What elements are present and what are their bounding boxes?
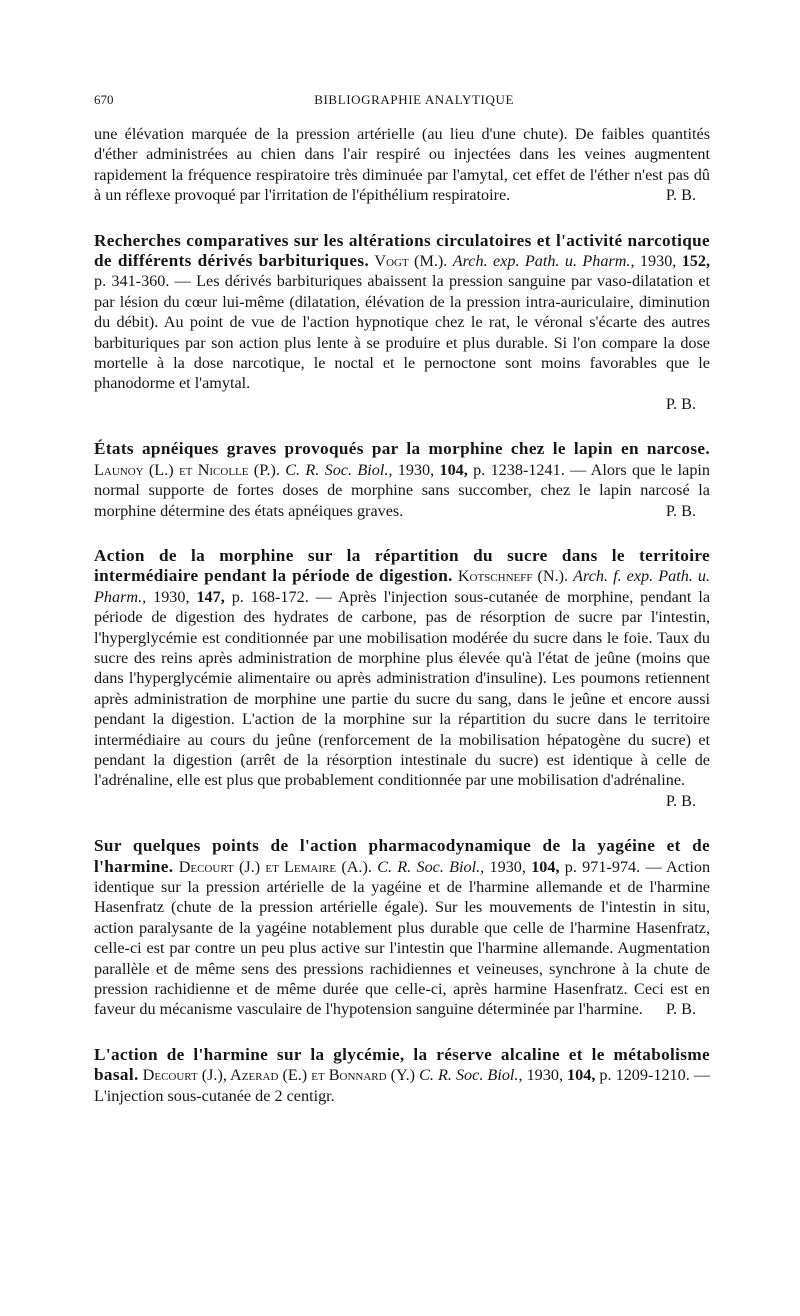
entry-title: États apnéiques graves provoqués par la morphine chez le lapin en narcose. bbox=[94, 439, 710, 459]
entry-year: 1930, bbox=[639, 252, 677, 271]
signature: P. B. bbox=[665, 501, 696, 520]
entry-authors: Kotschneff (N.). bbox=[457, 567, 569, 586]
signature: P. B. bbox=[665, 791, 696, 810]
entry-body: — Les dérivés barbituriques abaissent la pression sanguine par vaso-dilatation et par lésion du cœur lui-même (dilatation, élévation de la pression intra-auriculaire, diminution du débit). Au point de vue de l'action hypnotique chez le rat, le véronal s'écarte des autres barbituriques par son action plus lente à se produire et plus durable. Si l'on compare la dose mortelle à la dose narcotique, le noctal et le pernoctone sont moins favorables que le phanodorme et l'amytal. bbox=[94, 272, 711, 393]
entry-authors: Vogt (M.). bbox=[374, 252, 448, 271]
entry-body: — Action identique sur la pression artérielle de la yagéine et de l'harmine allemande et de l'harmine Hasenfratz (chute de la pression artérielle égale). Sur les mouvements de l'intestin in situ, action paralysante de la yagéine notablement plus durable que celle de l'harmine Hasenfratz, celle-ci est par contre un peu plus active sur l'intestin que l'harmine allemande. Augmentation parallèle et de même sens des pressions rachidiennes et veineuses, synchrone à la chute de pression rachidienne et de même durée que celle-ci, après harmine Hasenfratz. Ceci est en faveur du mécanisme vasculaire de l'hypotension sanguine déterminée par l'harmine. bbox=[94, 857, 711, 1019]
entry-journal: C. R. Soc. Biol., bbox=[285, 460, 393, 479]
entry-volume: 104, bbox=[567, 1066, 596, 1085]
bibliography-entry bbox=[94, 1045, 710, 1106]
entry-year: 1930, bbox=[526, 1066, 563, 1085]
entry-title: Sur quelques points de l'action pharmacodynamique de la yagéine et de l'harmine. bbox=[94, 836, 710, 876]
entry-volume: 104, bbox=[439, 460, 468, 479]
signature: P. B. bbox=[665, 1000, 696, 1019]
entry-title: L'action de l'harmine sur la glycémie, la réserve alcaline et le métabolisme basal. bbox=[94, 1044, 710, 1085]
entry-authors: Launoy (L.) et Nicolle (P.). bbox=[94, 460, 280, 479]
continuation-paragraph bbox=[94, 124, 710, 206]
entry-pages: p. 1238-1241. bbox=[473, 460, 565, 479]
entry-year: 1930, bbox=[489, 857, 526, 876]
entry-volume: 104, bbox=[531, 857, 560, 876]
entry-body: — Après l'injection sous-cutanée de morphine, pendant la période de digestion des hydrates de carbone, pas de résorption de sucre par l'intestin, l'hyperglycémie est conditionnée par une mobilisation modérée du sucre dans le foie. Taux du sucre des reins après administration de morphine plus élevée qu'à l'état de jeûne (moins que dans l'hyperglycémie alimentaire ou après administration d'insuline). Les poumons retiennent après administration de morphine une partie du sucre du sang, dans le jeûne et encore aussi pendant la digestion. L'action de la morphine sur la répartition du sucre dans le territoire intermédiaire au cours du jeûne (renforcement de la mobilisation hépatogène du sucre) et pendant la digestion (arrêt de la résorption intestinale du sucre) est identique à celle de l'adrénaline, elle est plus que probablement conditionnée par une mobilisation d'adrénaline. bbox=[94, 587, 711, 790]
bibliography-entry bbox=[94, 231, 710, 394]
entry-year: 1930, bbox=[153, 587, 190, 606]
bibliography-entry bbox=[94, 546, 710, 811]
entry-title: Action de la morphine sur la répartition du sucre dans le territoire intermédiaire pendant la période de digestion. bbox=[94, 545, 710, 586]
entry-year: 1930, bbox=[397, 460, 435, 479]
entry-authors: Decourt (J.), Azerad (E.) et Bonnard (Y.) bbox=[142, 1066, 416, 1085]
entry-volume: 152, bbox=[681, 252, 711, 271]
signature: P. B. bbox=[665, 394, 696, 413]
continuation-text: une élévation marquée de la pression artérielle (au lieu d'une chute). De faibles quantités d'éther administrées au chien dans l'air respiré ou injectées dans les veines augmentent rapidement la fréquence respiratoire très diminuée par l'amytal, cet effet de l'éther n'est pas dû à un réflexe provoqué par l'irritation de l'épithélium respiratoire. bbox=[94, 125, 710, 205]
entry-authors: Decourt (J.) et Lemaire (A.). bbox=[178, 857, 372, 876]
entry-volume: 147, bbox=[196, 587, 225, 606]
page-header bbox=[94, 92, 710, 108]
entry-journal: Arch. exp. Path. u. Pharm., bbox=[452, 252, 635, 271]
entry-body: — Alors que le lapin normal supporte de fortes doses de morphine sans succomber, chez le lapin narcosé la morphine détermine des états apnéiques graves. bbox=[94, 460, 710, 520]
entry-pages: p. 1209-1210. bbox=[599, 1066, 690, 1085]
entry-pages: p. 971-974. bbox=[564, 857, 641, 876]
entry-journal: Arch. f. exp. Path. u. Pharm., bbox=[94, 567, 711, 606]
entry-journal: C. R. Soc. Biol., bbox=[377, 857, 485, 876]
entry-title: Recherches comparatives sur les altérations circulatoires et l'activité narcotique de différents dérivés barbituriques. bbox=[94, 230, 710, 271]
entry-body: — L'injection sous-cutanée de 2 centigr. bbox=[94, 1066, 711, 1105]
entry-pages: p. 168-172. bbox=[231, 587, 309, 606]
bibliography-entry bbox=[94, 836, 710, 1020]
running-title: BIBLIOGRAPHIE ANALYTIQUE bbox=[314, 92, 514, 107]
signature: P. B. bbox=[665, 186, 696, 205]
entry-pages: p. 341-360. bbox=[94, 272, 170, 291]
entry-journal: C. R. Soc. Biol., bbox=[419, 1066, 523, 1085]
bibliography-entry bbox=[94, 439, 710, 521]
page-number: 670 bbox=[94, 92, 114, 107]
